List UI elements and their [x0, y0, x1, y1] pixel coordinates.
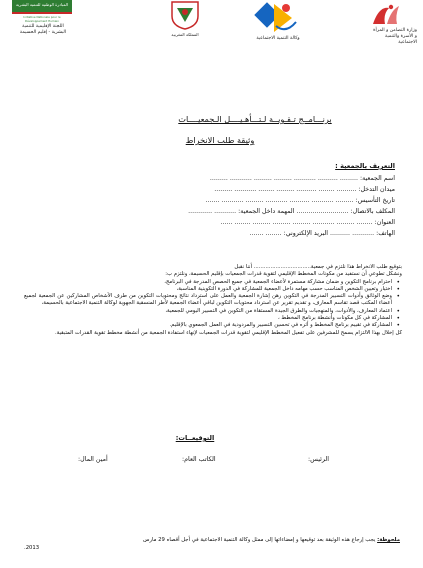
contact-label: المكلف بالاتصال:	[350, 208, 395, 215]
footnote-text: يجب إرجاع هذه الوثيقة بعد توقيعها و إمضاءاتها إلى ممثل وكالة التنمية الاجتماعية في أجل أقصاه 29 مارس	[143, 537, 376, 543]
indh-logo-title: المبادرة الوطنية للتنمية البشرية	[15, 2, 69, 7]
commitment-closing: كل إخلال بهذا الالتزام يسمح للمشرفين على تفعيل المخطط الإقليمي لتقوية قدرات الجمعيات لإنهاء استفادة الجمعية من أنشطة مخطط تقوية القدرات المتبقية.	[55, 329, 402, 336]
header-logos	[0, 0, 423, 60]
document-title: وثيقة طلب الانخراط	[185, 135, 255, 145]
association-name-row	[75, 175, 395, 186]
phone-email-row	[75, 230, 395, 241]
signature-president[interactable]: الرئيس:	[308, 456, 329, 463]
intervention-field-label: ميدان التدخل:	[358, 186, 395, 193]
founding-date-row	[75, 197, 395, 208]
agency-logo-text: وكالة التنمية الاجتماعية	[256, 36, 300, 41]
crest-icon	[168, 0, 202, 30]
list-item: • احترام برنامج التكوين و ضمان مشاركة مستمرة لأعضاء الجمعية في جميع الحصص المدرجة في البرنامج،	[24, 279, 392, 286]
province-logo-text: المملكة المغربية	[171, 32, 199, 37]
signature-treasurer[interactable]: أمين المال:	[78, 456, 108, 463]
phone-field[interactable]: ........... ..........	[330, 230, 375, 237]
footnote	[24, 536, 400, 552]
address-label: العنوان:	[374, 219, 395, 226]
signatures-heading: التوقيعــات:	[175, 434, 215, 442]
association-name-field[interactable]: ......... .......... ........... ......... ......... ........... .........	[209, 175, 358, 182]
signature-secretary[interactable]: الكاتب العام:	[182, 456, 216, 463]
list-item: • اعتماد المعارف، والأدوات، والمنهجيات والطرق الجيدة المستقاة من التكوين في التسيير اليومي للجمعية،	[24, 308, 392, 315]
role-label: المهمة داخل الجمعية:	[238, 208, 295, 215]
founding-date-label: تاريخ التأسيس:	[355, 197, 395, 204]
identification-heading: التعريف بالجمعية :	[335, 162, 395, 170]
contact-row	[75, 208, 395, 219]
list-item: • اختيار وتعيين الشخص المناسب حسب مهامه داخل الجمعية للمشاركة في الدورة التكوينية المناسبة،	[24, 286, 392, 293]
program-title: برنـــامــج تـقـويــة لـتـــأهـيــــل الـجمعيــــات	[178, 114, 332, 124]
ministry-logo-text: وزارة التضامن و المرأة و الأسرة والتنمية الاجتماعية	[373, 28, 417, 45]
intervention-field-field[interactable]: .......... ........ .......... ......... ........ ........... .........	[214, 186, 357, 193]
indh-logo	[6, 0, 76, 56]
list-item: • وضع الوثائق وأدوات التسيير المدرجة في التكوين رهن إشارة الجمعية والعمل على استرداد نتائج ومحتويات التكوين من طرف الأشخاص المشاركين عن الجمعية لجميع أعضاء المكتب قصد تقاسم المعارف، و تقديم تقرير عن استرداد محتويات التكوين لباقي أعضاء الجمعية لأطر المنسقية الجهوية لوكالة التنمية الاجتماعية بالحسيمة،	[24, 293, 392, 308]
agency-emblem-icon	[252, 0, 300, 36]
list-item: • المشاركة في تقييم برنامج المخطط و أثره في تحسين التسيير والمردودية في العمل الجمعوي بالإقليم.	[24, 322, 392, 329]
indh-logo-subtext: Initiative Nationale pour le Développement Humain	[23, 15, 61, 23]
commitment-list-a	[24, 279, 402, 308]
identification-section	[75, 162, 395, 241]
footnote-label: ملحوظة:	[377, 537, 400, 543]
email-field[interactable]: ........ .......	[249, 230, 282, 237]
commitment-list-b	[24, 308, 402, 330]
list-item: • المشاركة في كل مكونات وأنشطة برنامج المخطط ،	[24, 315, 392, 322]
agency-logo	[232, 0, 324, 56]
committee-text: اللجنة الإقليمية للتنمية البشرية - إقليم الحسيمة	[19, 24, 67, 35]
contact-field[interactable]: ..........................	[296, 208, 349, 215]
commitment-section	[24, 264, 402, 337]
role-field[interactable]: ........... ............	[188, 208, 237, 215]
email-label: البريد الإلكتروني:	[283, 230, 329, 237]
founding-date-field[interactable]: ......... ........... .......... ........... ......... ........... .......	[205, 197, 354, 204]
phone-label: الهاتف:	[376, 230, 395, 237]
ministry-logo	[347, 0, 417, 56]
province-logo	[150, 0, 220, 56]
address-row	[75, 219, 395, 230]
footnote-year: 2013.	[24, 545, 40, 551]
intervention-field-row	[75, 186, 395, 197]
ministry-emblem-icon	[369, 2, 403, 28]
commitment-intro-2: ونشكل تطوعي أن نستفيد من مكونات المخطط الإقليمي لتقوية قدرات الجمعيات بإقليم الحسيمة، ونلتزم ب:	[165, 271, 402, 278]
association-name-label: اسم الجمعية:	[359, 175, 395, 182]
commitment-intro: بتوقيع طلب الانخراط هذا نلتزم في جمعية.................................. أننا نقبل	[234, 264, 402, 270]
address-field[interactable]: ........ ......... ........... ......... ......... ......... ........ ......	[220, 219, 373, 226]
